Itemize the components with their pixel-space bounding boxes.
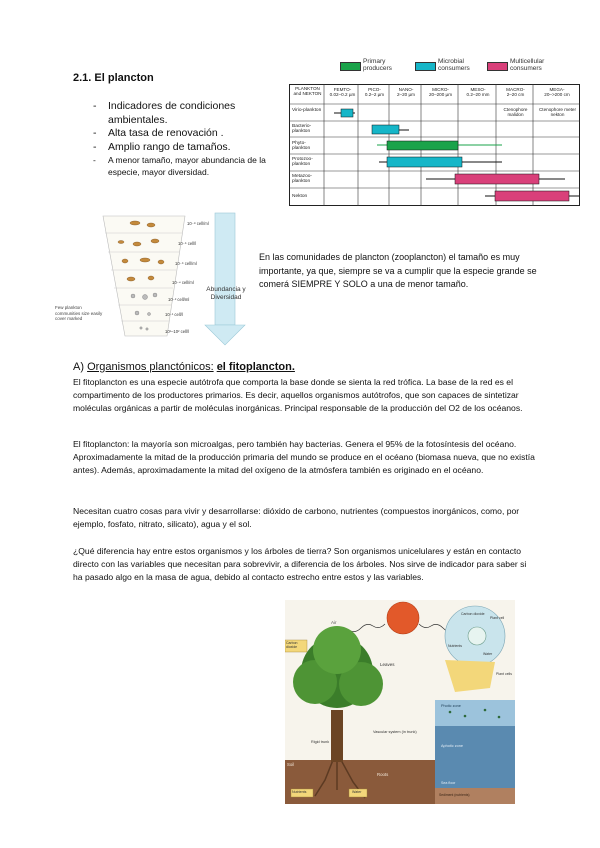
row-label: Metazoo-plankton: [292, 174, 312, 185]
arrow-label: Abundancia y Diversidad: [206, 286, 246, 301]
label-vascular: Vascular system (in trunk): [373, 730, 417, 734]
col-header: MICRO- 20–200 µm: [428, 87, 453, 98]
bar-phyto: [387, 141, 458, 150]
paragraph-3: Necesitan cuatro cosas para vivir y desarrollarse: dióxido de carbono, nutrientes (compuestos inorgánicos, como, por ejemplo, fosfato, nitrato, silicato), agua y el sol.: [73, 506, 520, 530]
col-header: MEGA- 20–>200 cm: [544, 87, 570, 98]
pyramid-level: 10⁻² cell/ml: [168, 297, 190, 302]
legend-primary: Primary producers: [363, 58, 392, 72]
list-item: - Alta tasa de renovación .: [93, 127, 293, 141]
list-item: - Indicadores de condiciones ambientales.: [93, 100, 293, 127]
bar-metazoo: [455, 174, 539, 184]
bar-bacterio: [372, 125, 399, 134]
label-nutrients: Nutrients: [292, 790, 307, 794]
row-label: Protozoo-plankton: [292, 157, 313, 168]
paragraph-2: El fitoplancton: la mayoría son microalgas, pero también hay bacterias. Genera el 95% de la fotosíntesis del océano. Aproximadamente la mitad de la producción primaria del mundo se produce en el océano (biomasa nueva, que no existía antes). Además, aproximadamente la mitad del oxígeno de la atmósfera también es originado en el océano.: [73, 439, 535, 476]
label-sediment: Sediment (nutrients): [439, 793, 470, 797]
phytoplankton-heading: [73, 361, 295, 373]
table-grid: [289, 84, 580, 206]
legend-multicellular: Multicellular consumers: [510, 58, 545, 72]
plankton-size-table: [289, 84, 580, 206]
label-sea-floor: Sea floor: [441, 781, 456, 785]
pyramid-illustration: [55, 208, 250, 348]
label-carbon-dioxide: Carbon dioxide: [286, 641, 298, 649]
section-title: 2.1. El plancton: [73, 72, 154, 84]
multicellular-swatch: [487, 62, 508, 71]
abundance-pyramid-figure: [55, 208, 250, 348]
col-header: FEMTO- 0.02–0.2 µm: [329, 87, 356, 98]
heading-prefix: A): [73, 361, 84, 373]
label-aphotic-zone: Aphotic zone: [441, 744, 463, 748]
label-inset-co2: Carbon dioxide: [461, 612, 485, 616]
paragraph-1: El fitoplancton es una especie autótrofa que comporta la base donde se sienta la red trófica. La base de la red es el compartimento de los productores primarios. Es decir, aquellos organismos autótrofos, que son capaces de sintetizar moléculas orgánicas a partir de moléculas inorgánicas. Principal responsable de la producción del O2 de los océanos.: [73, 377, 523, 414]
mega-note: Ctenophore meter nekton: [538, 107, 577, 118]
characteristics-list: [93, 100, 293, 178]
table-corner-header: PLANKTON and NEKTON: [293, 86, 322, 97]
macro-note: Ctenophore malidon: [503, 107, 528, 118]
label-photic-zone: Photic zone: [441, 704, 461, 708]
row-label: Bacterio-plankton: [292, 124, 312, 135]
primary-swatch: [340, 62, 361, 71]
list-item: - A menor tamaño, mayor abundancia de la especie, mayor diversidad.: [93, 154, 293, 178]
size-table-legend: [340, 57, 580, 79]
label-soil: Soil: [287, 762, 295, 767]
bar-virio: [341, 109, 353, 117]
pyramid-level: 10⁻⁶ cell/ml: [175, 261, 197, 266]
tree-vs-plankton-figure: [285, 600, 515, 804]
tree-plankton-illustration: [285, 600, 515, 804]
pyramid-level: 10⁻⁸ cell/ml: [187, 221, 209, 226]
col-header: MACRO- 2–20 cm: [506, 87, 525, 98]
label-water: Water: [352, 790, 362, 794]
label-air: Air: [331, 620, 337, 625]
col-header: NANO- 2–20 µm: [397, 87, 415, 98]
legend-microbial: Microbial consumers: [438, 58, 470, 72]
row-label: Phyto-plankton: [292, 141, 311, 152]
paragraph-4: ¿Qué diferencia hay entre estos organismos y los árboles de tierra? Son organismos unicelulares y están en contacto directo con las variables que necesitan para sobrevivir, a diferencia de los árboles. Nos sirve de indicador para saber si ha pasado algo en la masa de agua, debido al contacto estrecho entre estos y las variables.: [73, 546, 527, 583]
pyramid-level: 10¹–10² cell/l: [165, 329, 189, 334]
row-label: Nekton: [292, 194, 308, 199]
microbial-swatch: [415, 62, 436, 71]
label-leaves: Leaves: [380, 662, 395, 667]
label-plant-cell: Plant cell: [490, 616, 505, 620]
heading-bold: el fitoplancton.: [216, 361, 295, 373]
pyramid-level: 10⁻¹ cell/l: [165, 312, 183, 317]
label-roots: Roots: [377, 772, 389, 777]
col-header: MESO- 0.2–20 mm: [466, 87, 490, 98]
size-importance-paragraph: En las comunidades de plancton (zooplancton) el tamaño es muy importante, ya que, siempre se va a cumplir que la especie grande se comerá SIEMPRE Y SOLO a una de menor tamaño.: [259, 252, 537, 289]
pyramid-level: 10⁻⁴ cell/ml: [172, 280, 194, 285]
col-header: PICO- 0.2–2 µm: [364, 87, 385, 98]
label-plant-cells: Plant cells: [496, 672, 512, 676]
list-item: - Amplio rango de tamaños.: [93, 141, 293, 155]
row-label: Virio-plankton: [292, 108, 322, 113]
label-inset-nutrients: Nutrients: [448, 644, 463, 648]
pyramid-left-note: Few plankton communities size easily cover marked: [55, 305, 103, 321]
heading-topic: Organismos planctónicos:: [87, 361, 214, 373]
bar-protozoo: [387, 157, 462, 167]
label-trunk: Rigid trunk: [311, 740, 330, 744]
label-inset-water: Water: [483, 652, 493, 656]
bar-nekton: [495, 191, 569, 201]
pyramid-level: 10⁻⁵ cell/l: [178, 241, 197, 246]
